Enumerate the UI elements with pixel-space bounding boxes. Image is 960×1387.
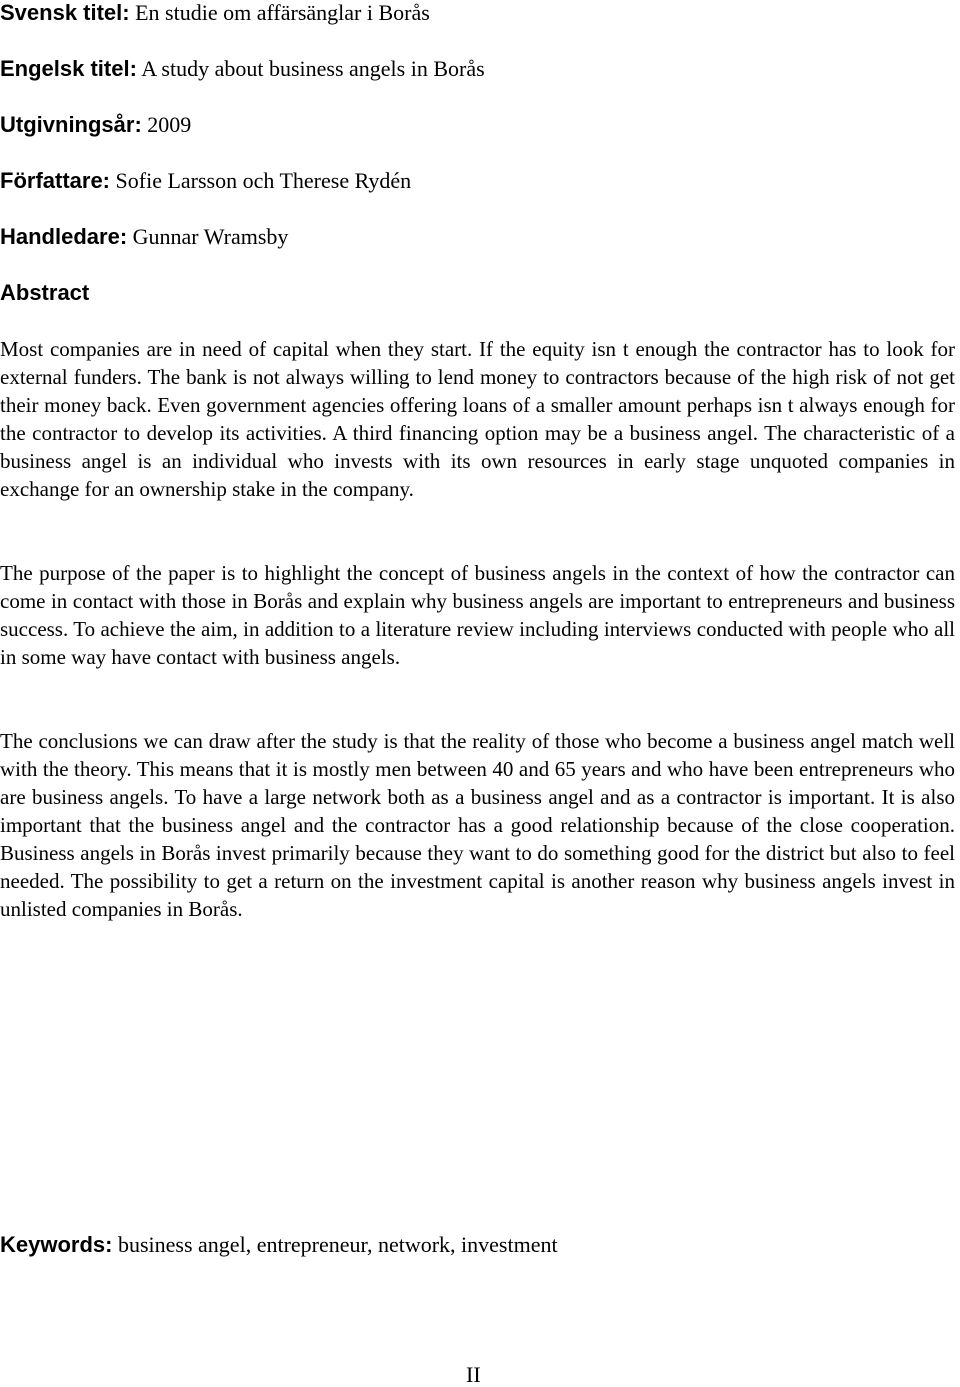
supervisor-label: Handledare: xyxy=(0,224,128,249)
abstract-paragraph-2: The purpose of the paper is to highlight the concept of business angels in the context of how the contractor can come in contact with those in Borås and explain why business angels are important to entrepreneurs and business success. To achieve the aim, in addition to a literature review including interviews conducted with people who all in some way have contact with business angels. xyxy=(0,561,955,669)
authors-value: Sofie Larsson och Therese Rydén xyxy=(115,168,412,193)
keywords-value: business angel, entrepreneur, network, investment xyxy=(117,1232,558,1257)
english-title-value: A study about business angels in Borås xyxy=(141,56,485,81)
page-number: II xyxy=(466,1362,481,1387)
swedish-title-value: En studie om affärsänglar i Borås xyxy=(135,0,430,25)
supervisor-value: Gunnar Wramsby xyxy=(132,224,289,249)
abstract-paragraph-1: Most companies are in need of capital when they start. If the equity isn t enough the contractor has to look for external funders. The bank is not always willing to lend money to contractors because of the high risk of not get their money back. Even government agencies offering loans of a smaller amount perhaps isn t always enough for the contractor to develop its activities. A third financing option may be a business angel. The characteristic of a business angel is an individual who invests with its own resources in early stage unquoted companies in exchange for an ownership stake in the company. xyxy=(0,337,955,501)
swedish-title-line xyxy=(0,0,430,26)
publication-year-label: Utgivningsår: xyxy=(0,112,142,137)
keywords-label: Keywords: xyxy=(0,1232,113,1257)
authors-label: Författare: xyxy=(0,168,111,193)
english-title-line xyxy=(0,56,485,82)
publication-year-value: 2009 xyxy=(147,112,192,137)
supervisor-line xyxy=(0,224,288,250)
swedish-title-label: Svensk titel: xyxy=(0,0,130,25)
keywords-line xyxy=(0,1232,558,1258)
abstract-paragraph-3: The conclusions we can draw after the study is that the reality of those who become a business angel match well with the theory. This means that it is mostly men between 40 and 65 years and who have been entrepreneurs who are business angels. To have a large network both as a business angel and as a contractor is important. It is also important that the business angel and the contractor has a good relationship because of the close cooperation. Business angels in Borås invest primarily because they want to do something good for the district but also to feel needed. The possibility to get a return on the investment capital is another reason why business angels invest in unlisted companies in Borås. xyxy=(0,729,955,921)
publication-year-line xyxy=(0,112,191,138)
abstract-heading: Abstract xyxy=(0,280,90,305)
authors-line xyxy=(0,168,411,194)
english-title-label: Engelsk titel: xyxy=(0,56,137,81)
